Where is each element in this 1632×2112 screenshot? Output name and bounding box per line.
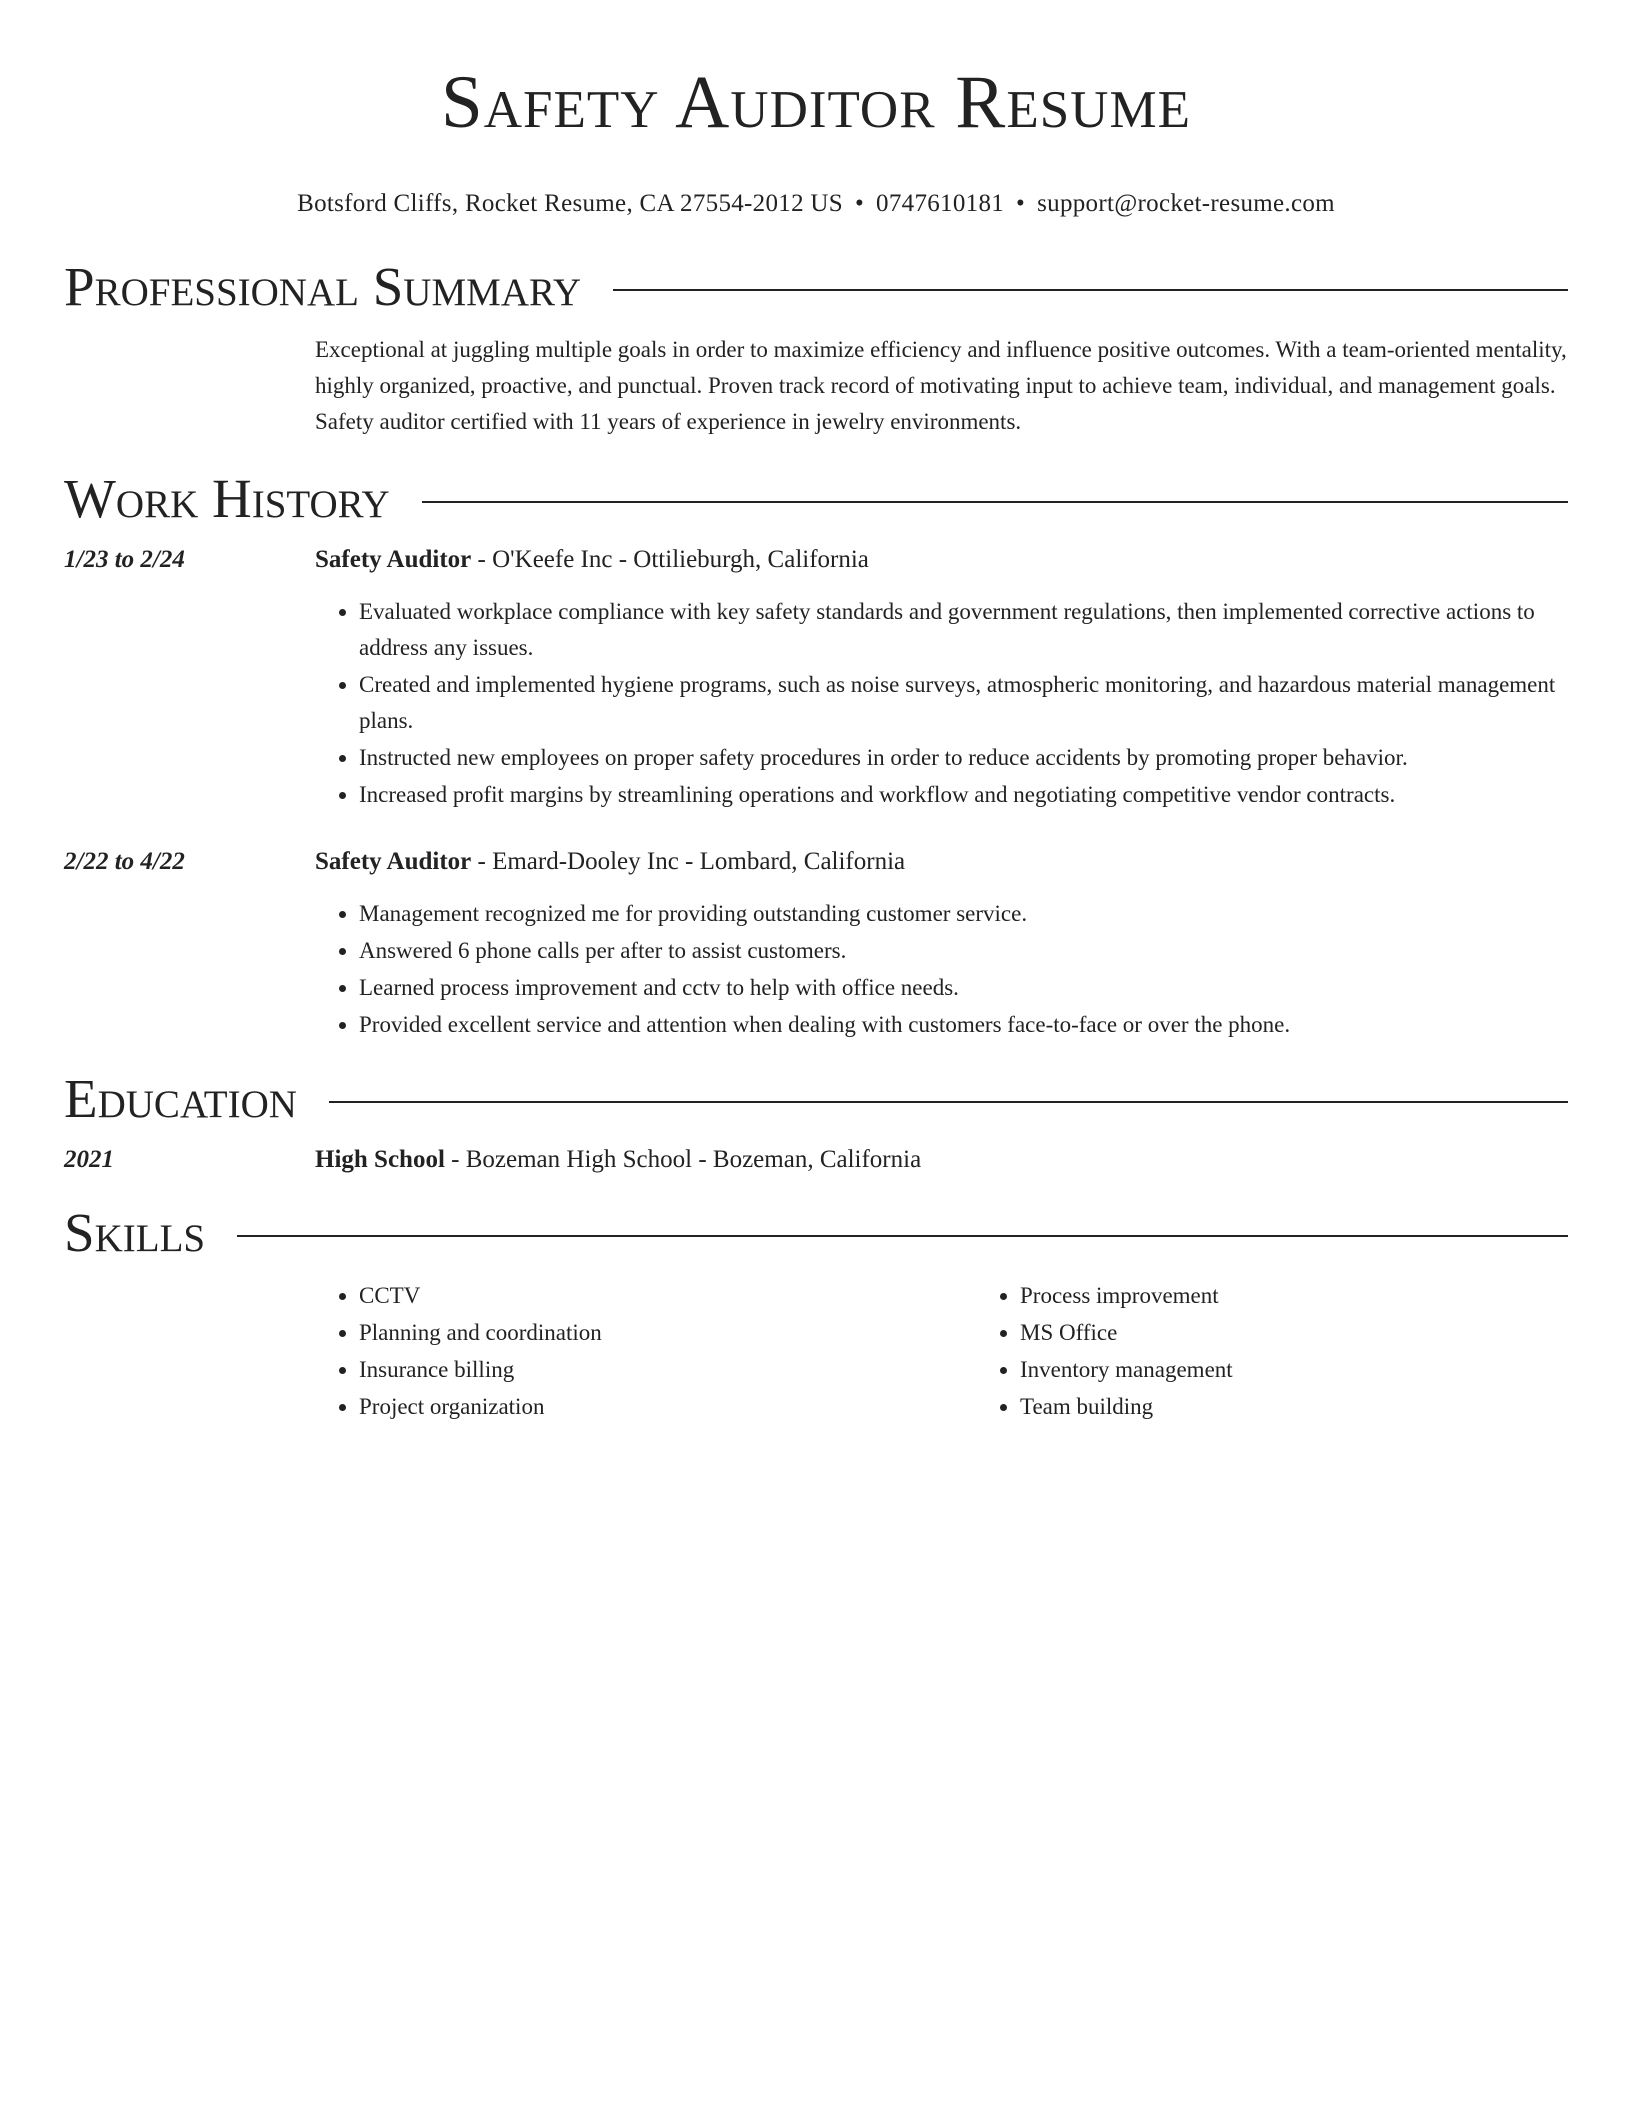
list-item: • Insurance billing xyxy=(359,1352,976,1388)
summary-text: Exceptional at juggling multiple goals in order to maximize efficiency and influence positive outcomes. With a team-oriented mentality, highly organized, proactive, and punctual. Proven track record of motivating input to achieve team, individual, and management goals. Safety auditor certified with 11 years of experience in jewelry environments. xyxy=(315,337,1567,434)
contact-separator: • xyxy=(854,190,865,217)
education-degree: High School xyxy=(315,1146,445,1173)
summary-left-spacer xyxy=(64,332,315,440)
education-school-location: - Bozeman High School - Bozeman, California xyxy=(444,1146,922,1173)
section-divider xyxy=(422,501,1568,503)
education-body xyxy=(315,1142,1568,1178)
job-entry xyxy=(64,844,1568,1044)
resume-page xyxy=(64,0,1568,1426)
contact-separator: • xyxy=(1016,190,1026,217)
list-item: • CCTV xyxy=(359,1278,976,1314)
section-heading-education xyxy=(64,1068,1568,1130)
list-item: • Provided excellent service and attention when dealing with customers face-to-face or over the phone. xyxy=(359,1007,1568,1043)
skills-column-1 xyxy=(315,1278,976,1426)
job-company-location: - O'Keefe Inc - Ottilieburgh, California xyxy=(471,546,869,573)
list-item: • Planning and coordination xyxy=(359,1315,976,1351)
job-title: Safety Auditor xyxy=(315,546,472,573)
list-item: • Team building xyxy=(1020,1389,1632,1425)
section-divider xyxy=(237,1235,1568,1237)
education-entry xyxy=(64,1142,1568,1178)
list-item: • Increased profit margins by streamlining operations and workflow and negotiating competitive vendor contracts. xyxy=(359,777,1568,813)
skills-columns xyxy=(315,1278,1632,1426)
list-item: • Answered 6 phone calls per after to assist customers. xyxy=(359,933,1568,969)
section-heading-label: Skills xyxy=(64,1202,206,1263)
section-heading-label: Education xyxy=(64,1068,297,1129)
page-title: Safety Auditor Resume xyxy=(441,61,1191,144)
job-heading xyxy=(315,844,1568,880)
list-item: • Learned process improvement and cctv to help with office needs. xyxy=(359,970,1568,1006)
job-title: Safety Auditor xyxy=(315,848,472,875)
job-heading xyxy=(315,542,1568,578)
contact-email[interactable]: support@rocket-resume.com xyxy=(1037,190,1335,217)
section-heading-skills xyxy=(64,1202,1568,1264)
skills-column-2 xyxy=(976,1278,1632,1426)
section-heading-summary xyxy=(64,256,1568,318)
job-body xyxy=(315,542,1568,814)
list-item: • MS Office xyxy=(1020,1315,1632,1351)
job-bullets xyxy=(315,896,1568,1043)
contact-phone: 0747610181 xyxy=(876,190,1005,217)
education-year: 2021 xyxy=(64,1146,114,1173)
section-heading-label: Professional Summary xyxy=(64,256,582,317)
section-heading-work-history xyxy=(64,468,1568,530)
list-item: • Created and implemented hygiene programs, such as noise surveys, atmospheric monitoring, and hazardous material management plans. xyxy=(359,667,1568,739)
contact-address: Botsford Cliffs, Rocket Resume, CA 27554-2012 US xyxy=(297,190,843,217)
skills-row xyxy=(64,1278,1568,1426)
list-item: • Evaluated workplace compliance with key safety standards and government regulations, then implemented corrective actions to address any issues. xyxy=(359,594,1568,666)
job-dates: 2/22 to 4/22 xyxy=(64,848,185,875)
list-item: • Management recognized me for providing outstanding customer service. xyxy=(359,896,1568,932)
job-bullets xyxy=(315,594,1568,813)
job-dates: 1/23 to 2/24 xyxy=(64,546,185,573)
job-entry xyxy=(64,542,1568,814)
section-divider xyxy=(613,289,1568,291)
list-item: • Instructed new employees on proper safety procedures in order to reduce accidents by promoting proper behavior. xyxy=(359,740,1568,776)
job-body xyxy=(315,844,1568,1044)
list-item: • Process improvement xyxy=(1020,1278,1632,1314)
section-heading-label: Work History xyxy=(64,468,390,529)
skills-left-spacer xyxy=(64,1278,315,1426)
section-divider xyxy=(329,1101,1568,1103)
summary-row xyxy=(64,332,1568,440)
list-item: • Inventory management xyxy=(1020,1352,1632,1388)
list-item: • Project organization xyxy=(359,1389,976,1425)
job-company-location: - Emard-Dooley Inc - Lombard, California xyxy=(471,848,906,875)
contact-line xyxy=(64,188,1568,220)
